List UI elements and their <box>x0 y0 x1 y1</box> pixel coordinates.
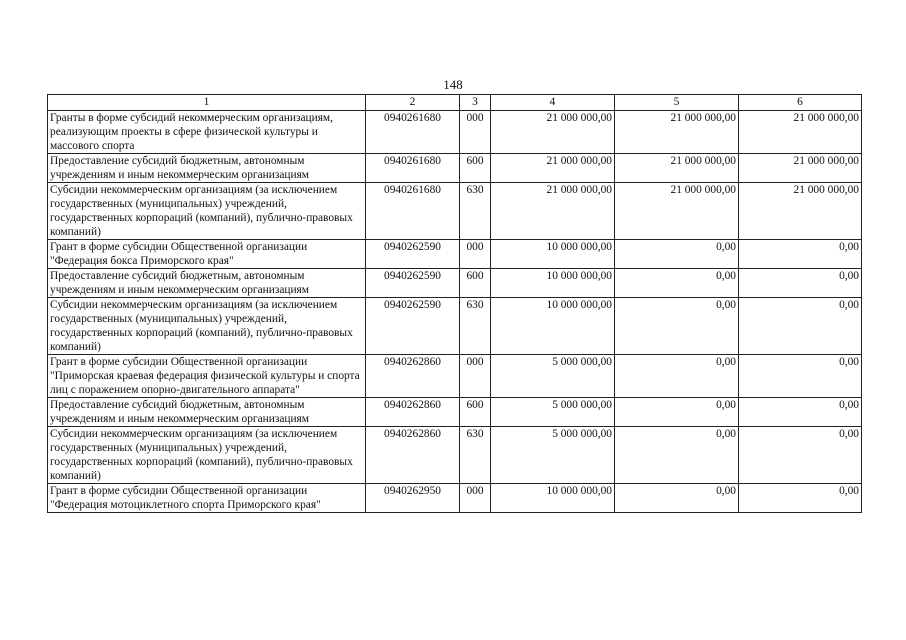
row-target-article: 0940262860 <box>366 355 460 398</box>
row-target-article: 0940262590 <box>366 240 460 269</box>
table-row <box>48 154 862 183</box>
row-amount-col6: 0,00 <box>739 398 862 427</box>
row-expense-type: 630 <box>460 298 491 355</box>
row-target-article: 0940262590 <box>366 298 460 355</box>
row-amount-col5: 0,00 <box>615 298 739 355</box>
row-name: Субсидии некоммерческим организациям (за исключением государственных (муниципальных) учреждений, государственных корпораций (компаний), публично-правовых компаний) <box>48 298 366 355</box>
row-expense-type: 630 <box>460 427 491 484</box>
row-amount-col6: 21 000 000,00 <box>739 154 862 183</box>
row-target-article: 0940262590 <box>366 269 460 298</box>
row-name: Субсидии некоммерческим организациям (за исключением государственных (муниципальных) учреждений, государственных корпораций (компаний), публично-правовых компаний) <box>48 427 366 484</box>
row-amount-col6: 0,00 <box>739 240 862 269</box>
row-amount-col5: 0,00 <box>615 484 739 513</box>
row-amount-col6: 0,00 <box>739 355 862 398</box>
row-amount-col4: 5 000 000,00 <box>491 398 615 427</box>
row-name: Предоставление субсидий бюджетным, автономным учреждениям и иным некоммерческим организациям <box>48 398 366 427</box>
header-col-5: 5 <box>615 95 739 111</box>
row-name: Предоставление субсидий бюджетным, автономным учреждениям и иным некоммерческим организациям <box>48 154 366 183</box>
header-row <box>48 95 862 111</box>
table-row <box>48 269 862 298</box>
row-target-article: 0940261680 <box>366 183 460 240</box>
row-expense-type: 000 <box>460 355 491 398</box>
budget-table <box>47 94 862 513</box>
row-expense-type: 000 <box>460 240 491 269</box>
row-target-article: 0940262860 <box>366 398 460 427</box>
row-amount-col6: 0,00 <box>739 427 862 484</box>
header-col-4: 4 <box>491 95 615 111</box>
header-col-2: 2 <box>366 95 460 111</box>
row-amount-col5: 0,00 <box>615 240 739 269</box>
row-expense-type: 000 <box>460 111 491 154</box>
row-target-article: 0940261680 <box>366 111 460 154</box>
row-amount-col6: 0,00 <box>739 484 862 513</box>
row-amount-col4: 10 000 000,00 <box>491 269 615 298</box>
row-amount-col6: 21 000 000,00 <box>739 183 862 240</box>
header-col-3: 3 <box>460 95 491 111</box>
header-col-6: 6 <box>739 95 862 111</box>
table-row <box>48 398 862 427</box>
row-target-article: 0940262950 <box>366 484 460 513</box>
row-amount-col4: 10 000 000,00 <box>491 240 615 269</box>
row-name: Субсидии некоммерческим организациям (за исключением государственных (муниципальных) учреждений, государственных корпораций (компаний), публично-правовых компаний) <box>48 183 366 240</box>
row-amount-col5: 0,00 <box>615 355 739 398</box>
row-name: Гранты в форме субсидий некоммерческим организациям, реализующим проекты в сфере физической культуры и массового спорта <box>48 111 366 154</box>
row-amount-col5: 21 000 000,00 <box>615 154 739 183</box>
row-expense-type: 600 <box>460 398 491 427</box>
row-amount-col5: 0,00 <box>615 398 739 427</box>
row-amount-col6: 21 000 000,00 <box>739 111 862 154</box>
row-expense-type: 630 <box>460 183 491 240</box>
row-amount-col5: 0,00 <box>615 427 739 484</box>
table-row <box>48 183 862 240</box>
row-amount-col6: 0,00 <box>739 269 862 298</box>
row-expense-type: 600 <box>460 154 491 183</box>
row-expense-type: 000 <box>460 484 491 513</box>
row-amount-col4: 5 000 000,00 <box>491 427 615 484</box>
table-row <box>48 240 862 269</box>
row-amount-col5: 21 000 000,00 <box>615 183 739 240</box>
row-amount-col4: 10 000 000,00 <box>491 298 615 355</box>
row-amount-col4: 21 000 000,00 <box>491 183 615 240</box>
row-amount-col5: 21 000 000,00 <box>615 111 739 154</box>
table-row <box>48 484 862 513</box>
row-amount-col4: 21 000 000,00 <box>491 111 615 154</box>
table-row <box>48 427 862 484</box>
row-expense-type: 600 <box>460 269 491 298</box>
row-name: Грант в форме субсидии Общественной организации "Федерация мотоциклетного спорта Приморского края" <box>48 484 366 513</box>
row-name: Предоставление субсидий бюджетным, автономным учреждениям и иным некоммерческим организациям <box>48 269 366 298</box>
row-amount-col4: 21 000 000,00 <box>491 154 615 183</box>
row-amount-col4: 10 000 000,00 <box>491 484 615 513</box>
page-number: 148 <box>443 77 463 92</box>
table-row <box>48 355 862 398</box>
table-row <box>48 298 862 355</box>
row-amount-col5: 0,00 <box>615 269 739 298</box>
row-amount-col4: 5 000 000,00 <box>491 355 615 398</box>
row-target-article: 0940261680 <box>366 154 460 183</box>
table-row <box>48 111 862 154</box>
row-target-article: 0940262860 <box>366 427 460 484</box>
row-name: Грант в форме субсидии Общественной организации "Федерация бокса Приморского края" <box>48 240 366 269</box>
row-amount-col6: 0,00 <box>739 298 862 355</box>
row-name: Грант в форме субсидии Общественной организации "Приморская краевая федерация физической культуры и спорта лиц с поражением опорно-двигательного аппарата" <box>48 355 366 398</box>
header-col-1: 1 <box>48 95 366 111</box>
